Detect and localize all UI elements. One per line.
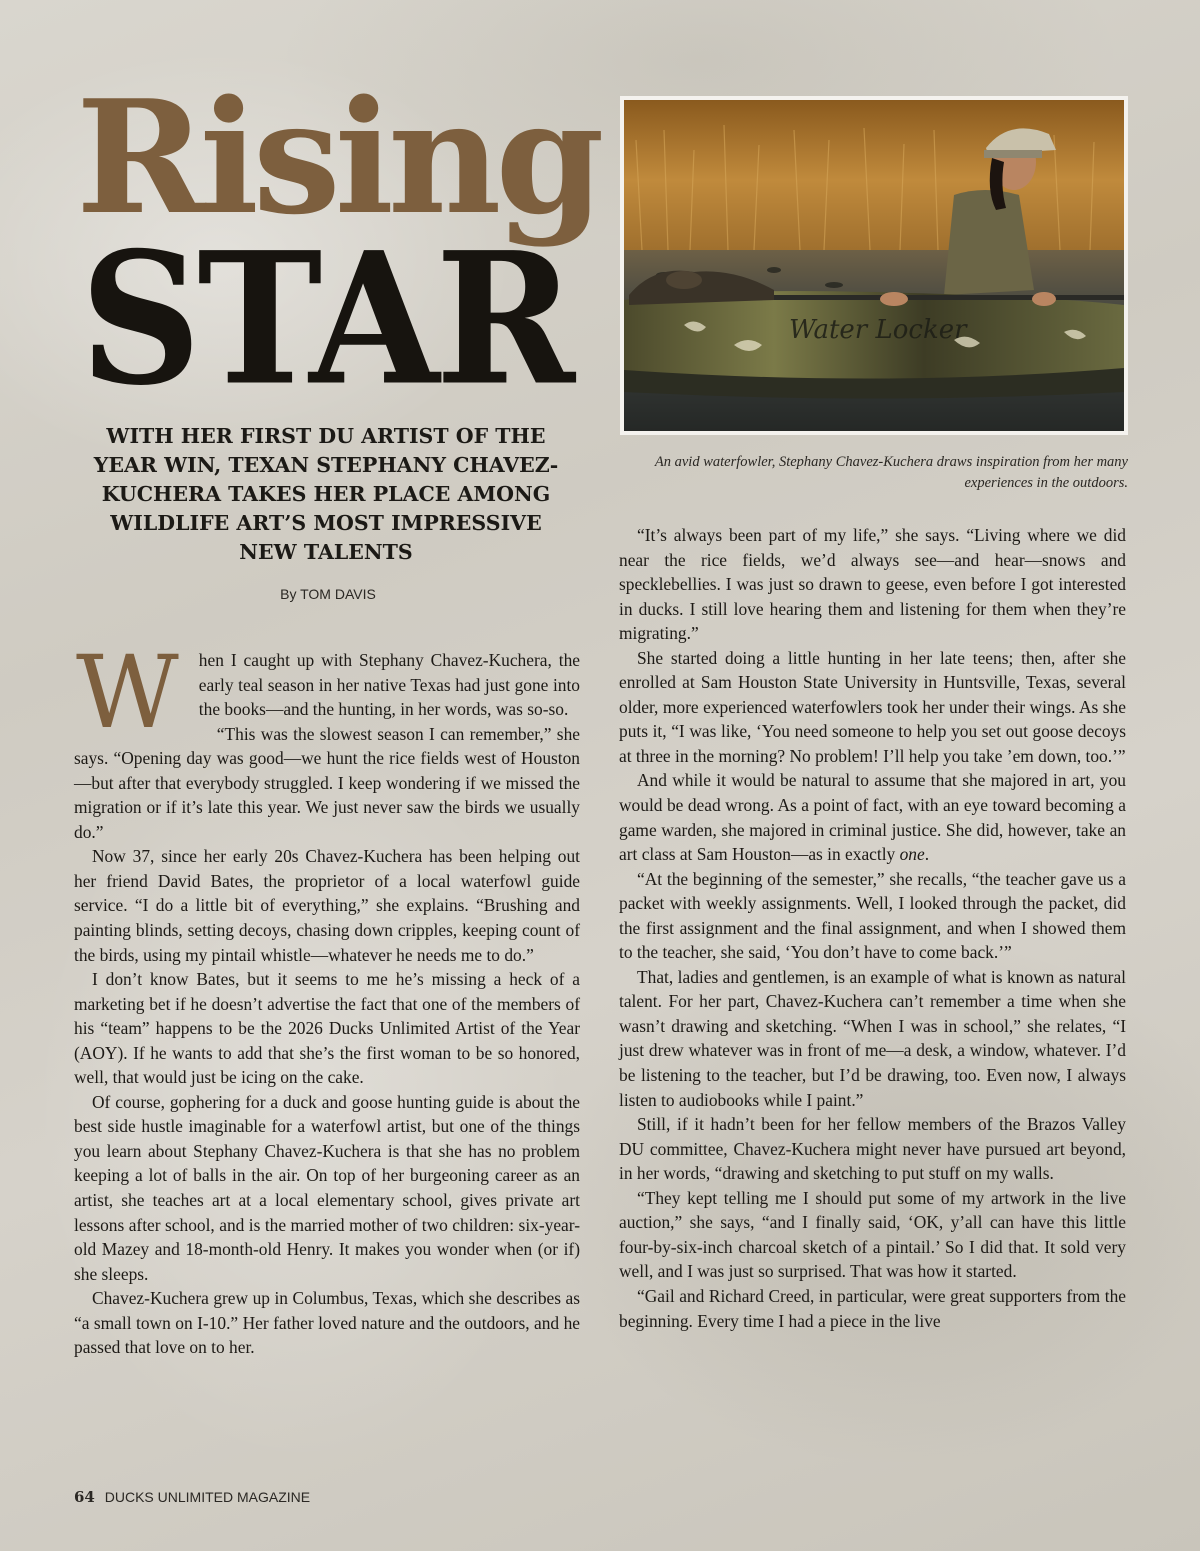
paragraph	[619, 768, 1126, 866]
paragraph: Of course, gophering for a duck and goose hunting guide is about the best side hustle imaginable for a waterfowl artist, but one of the things you learn about Stephany Chavez-Kuchera is that she has no problem keeping a lot of balls in the air. On top of her burgeoning career as an artist, she teaches art at a local elementary school, gives private art lessons after school, and is the married mother of two children: six-year-old Mazey and 18-month-old Henry. It makes you wonder when (or if) she sleeps.	[74, 1091, 580, 1284]
paragraph: Still, if it hadn’t been for her fellow members of the Brazos Valley DU committee, Chavez-Kuchera might never have pursued art beyond, in her words, “drawing and sketching to put stuff on my walls.	[619, 1114, 1126, 1184]
article-column-right	[619, 523, 1126, 1333]
paragraph-text: .	[924, 844, 930, 865]
paragraph: That, ladies and gentlemen, is an example of what is known as natural talent. For her part, Chavez-Kuchera can’t remember a time when she wasn’t drawing and sketching. “When I was in school,” she relates, “I just drew whatever was in front of me—a desk, a window, whatever. I’d be listening to the teacher, but I’d be drawing, too. Even now, I always listen to audiobooks while I paint.”	[619, 966, 1126, 1110]
title-rising: Rising	[76, 66, 599, 249]
drop-cap: W	[76, 634, 173, 751]
page-number: 64	[74, 1488, 95, 1506]
photo-illustration	[624, 100, 1124, 431]
title-star: STAR	[80, 211, 572, 426]
article-subhead: WITH HER FIRST DU ARTIST OF THE YEAR WIN, TEXAN STEPHANY CHAVEZ-KUCHERA TAKES HER PLACE AMONG WILDLIFE ART’S MOST IMPRESSIVE NEW TALENTS	[93, 424, 559, 564]
paragraph: Chavez-Kuchera grew up in Columbus, Texas, which she describes as “a small town on I-10.” Her father loved nature and the outdoors, and he passed that love on to her.	[74, 1288, 580, 1358]
boat-lettering: Water Locker	[789, 315, 967, 345]
paragraph-text: And while it would be natural to assume that she majored in art, you would be dead wrong. As a point of fact, with an eye toward becoming a game warden, she majored in criminal justice. She did, however, take an art class at Sam Houston—as in exactly	[619, 770, 1126, 865]
paragraph: “At the beginning of the semester,” she recalls, “the teacher gave us a packet with weekly assignments. Well, I looked through the packet, did the first assignment and the final assignment, and when I showed them to the teacher, she said, ‘You don’t have to come back.’”	[619, 868, 1126, 963]
paragraph: “Gail and Richard Creed, in particular, were great supporters from the beginning. Every time I had a piece in the live	[619, 1285, 1126, 1331]
paragraph: “They kept telling me I should put some of my artwork in the live auction,” she says, “and I finally said, ‘OK, y’all can have this little four-by-six-inch charcoal sketch of a pintail.’ So I did that. It sold very well, and I was just so surprised. That was how it started.	[619, 1187, 1126, 1282]
paragraph: hen I caught up with Stephany Chavez-Kuchera, the early teal season in her native Texas had just gone into the books—and the hunting, in her words, was so-so.	[198, 650, 580, 720]
emphasis-text: one	[899, 844, 925, 865]
article-column-left	[74, 634, 580, 1360]
paragraph: “This was the slowest season I can remember,” she says. “Opening day was good—we hunt the rice fields west of Houston—but after that everybody struggled. I keep wondering if we missed the migration or if it’s late this year. We just never saw the birds we usually do.”	[74, 723, 580, 842]
page-footer	[74, 1488, 310, 1506]
photo-caption: An avid waterfowler, Stephany Chavez-Kuchera draws inspiration from her many experiences in the outdoors.	[654, 454, 1128, 491]
hunter-kayak-photo	[620, 96, 1128, 435]
paragraph: “It’s always been part of my life,” she says. “Living where we did near the rice fields, we’d always see—and hear—snows and specklebellies. I was just so drawn to geese, even before I got interested in ducks. I still love hearing them and listening for them when they’re migrating.”	[619, 525, 1126, 644]
paragraph: Now 37, since her early 20s Chavez-Kuchera has been helping out her friend David Bates, the proprietor of a local waterfowl guide service. “I do a little bit of everything,” she explains. “Brushing and painting blinds, setting decoys, chasing down cripples, keeping count of the birds, using my pintail whistle—whatever he needs me to do.”	[74, 846, 580, 965]
paragraph: I don’t know Bates, but it seems to me he’s missing a heck of a marketing bet if he doesn’t advertise the fact that one of the members of his “team” happens to be the 2026 Ducks Unlimited Artist of the Year (AOY). If he wants to add that she’s the first woman to be so honored, well, that would just be icing on the cake.	[74, 969, 580, 1088]
publication-name: DUCKS UNLIMITED MAGAZINE	[104, 1489, 311, 1505]
paragraph: She started doing a little hunting in her late teens; then, after she enrolled at Sam Houston State University in Huntsville, Texas, several older, more experienced waterfowlers took her under their wings. As she puts it, “I was like, ‘You need someone to help you set out goose decoys at three in the morning? No problem! I’ll help you take ’em down, too.’”	[619, 647, 1126, 766]
byline: By TOM DAVIS	[280, 586, 376, 602]
